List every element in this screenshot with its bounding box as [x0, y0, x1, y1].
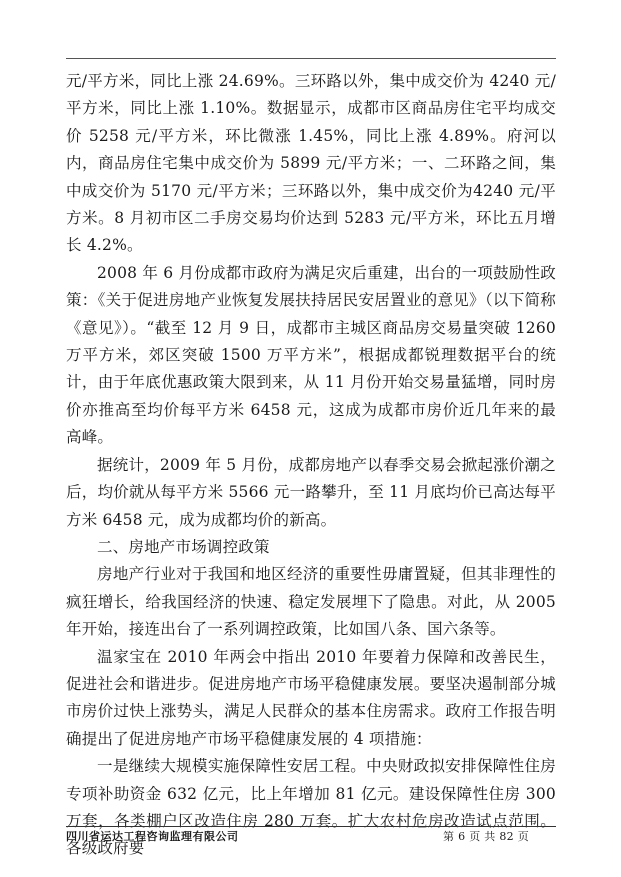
paragraph-measure-one: 一是继续大规模实施保障性安居工程。中央财政拟安排保障性住房专项补助资金 632 亿元，比上年增加 81 亿元。建设保障性住房 300 万套，各类棚户区改造住房 280 万套。扩大农村危房改造试点范围。各级政府要 — [66, 757, 556, 858]
paragraph-2008-policy: 2008 年 6 月份成都市政府为满足灾后重建，出台的一项鼓励性政策：《关于促进房地产业恢复发展扶持居民安居置业的意见》（以下简称《意见》）。“截至 12 月 9 日，成都市主城区商品房交易量突破 1260 万平方米，郊区突破 1500 万平方米”，根据成都锐理数据平台的统计，由于年底优惠政策大限到来，从 11 月份开始交易量猛增，同时房价亦推高至均价每平方米 6458 元，这成为成都市房价近几年来的最高峰。 — [66, 263, 556, 447]
section-heading: 二、房地产市场调控政策 — [97, 537, 270, 556]
footer-company: 四川省运达工程咨询监理有限公司 — [66, 830, 239, 843]
document-body — [66, 68, 556, 863]
paragraph-two-sessions: 温家宝在 2010 年两会中指出 2010 年要着力保障和改善民生，促进社会和谐进步。促进房地产市场平稳健康发展。要坚决遏制部分城市房价过快上涨势头，满足人民群众的基本住房需求。政府工作报告明确提出了促进房地产市场平稳健康发展的 4 项措施： — [66, 647, 556, 748]
footer-rule — [66, 826, 556, 827]
header-rule — [66, 58, 556, 59]
paragraph-continued: 元/平方米，同比上涨 24.69%。三环路以外，集中成交价为 4240 元/平方米，同比上涨 1.10%。数据显示，成都市区商品房住宅平均成交价 5258 元/平方米，环比微涨 1.45%，同比上涨 4.89%。府河以内，商品房住宅集中成交价为 5899 元/平方米；一、二环路之间，集中成交价为 5170 元/平方米；三环路以外，集中成交价为4240 元/平方米。8 月初市区二手房交易均价达到 5283 元/平方米，环比五月增长 4.2%。 — [66, 72, 556, 255]
page-footer — [66, 829, 556, 847]
paragraph-2009-stats: 据统计，2009 年 5 月份，成都房地产以春季交易会掀起涨价潮之后，均价就从每平方米 5566 元一路攀升，至 11 月底均价已高达每平方米 6458 元，成为成都均价的新高。 — [66, 455, 556, 529]
footer-page-number: 第 6 页 共 82 页 — [443, 830, 530, 843]
paragraph-regulation: 房地产行业对于我国和地区经济的重要性毋庸置疑，但其非理性的疯狂增长，给我国经济的快速、稳定发展埋下了隐患。对此，从 2005 年开始，接连出台了一系列调控政策，比如国八条、国六条等。 — [66, 565, 556, 639]
